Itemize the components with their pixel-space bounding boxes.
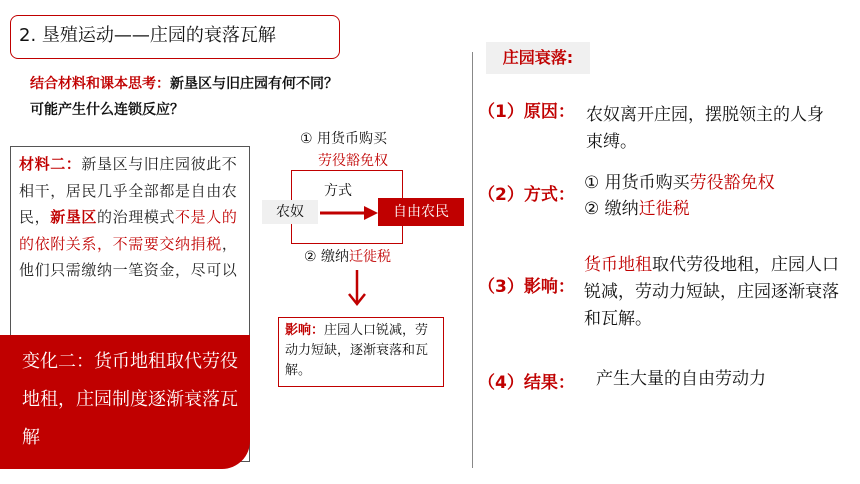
- effect-box: [278, 317, 444, 387]
- question-line-2: 可能产生什么连锁反应？: [30, 102, 184, 118]
- impact-text: 取代劳役地租，庄园人口锐减，劳动力短缺，庄园逐渐衰落和瓦解。: [584, 255, 839, 329]
- right-arrow-icon: [318, 203, 382, 223]
- method-item-1: [584, 170, 844, 197]
- impact-red: 货币地租: [584, 255, 652, 275]
- material-text: [19, 151, 245, 284]
- effect-text: 庄园人口锐减，劳动力短缺，逐渐衰落和瓦解。: [285, 323, 429, 378]
- serf-label: 农奴: [262, 200, 318, 224]
- flow-method-2-red: 迁徙税: [349, 249, 392, 265]
- free-farmer-label: 自由农民: [378, 198, 464, 226]
- material-label: 材料二：: [19, 155, 82, 173]
- question-line-1: [30, 73, 338, 93]
- method-item-2: [584, 196, 844, 223]
- flow-method-1-red: 劳役豁免权: [318, 153, 388, 169]
- reason-label: （1）原因：: [478, 102, 575, 122]
- material-highlight-relation: 不是人的的依附关系，不需要交纳捐税: [19, 208, 238, 253]
- method-item-2-red: 迁徙税: [638, 199, 690, 219]
- result-text: 产生大量的自由劳动力: [596, 369, 766, 389]
- method-item-1-red: 劳役豁免权: [689, 173, 775, 193]
- change-text: 变化二：货币地租取代劳役地租，庄园制度逐渐衰落瓦解: [22, 351, 238, 448]
- flow-method-2: [304, 246, 391, 266]
- flow-method-1: ① 用货币购买: [300, 131, 388, 147]
- question-prompt: 结合材料和课本思考：: [30, 76, 170, 92]
- vertical-divider: [472, 52, 473, 468]
- material-highlight-region: 新垦区: [50, 208, 98, 226]
- material-text-2: 的治理模式: [97, 208, 176, 226]
- method-item-2-text: ② 缴纳: [584, 199, 639, 219]
- down-arrow-icon: [346, 268, 368, 308]
- impact-text-block: [584, 252, 850, 333]
- page-title: 2. 垦殖运动——庄园的衰落瓦解: [10, 15, 340, 59]
- question-text: 新垦区与旧庄园有何不同？: [170, 76, 338, 92]
- material-text-3: ，他们只需缴纳一笔资金，尽可以: [19, 234, 238, 279]
- material-text-1: 新垦区与旧庄园彼此不相干，居民几乎全部都是自由农民，: [19, 155, 238, 226]
- impact-label: （3）影响：: [478, 277, 575, 297]
- method-label-right: （2）方式：: [478, 185, 575, 205]
- change-summary-box: [0, 335, 250, 469]
- reason-text: 农奴离开庄园，摆脱领主的人身束缚。: [586, 105, 824, 152]
- effect-label: 影响：: [285, 323, 325, 338]
- section-heading: 庄园衰落:: [486, 42, 590, 74]
- method-item-1-text: ① 用货币购买: [584, 173, 690, 193]
- method-label: 方式: [324, 183, 352, 199]
- flow-method-2-text: ② 缴纳: [304, 249, 350, 265]
- result-label: （4）结果：: [478, 373, 575, 393]
